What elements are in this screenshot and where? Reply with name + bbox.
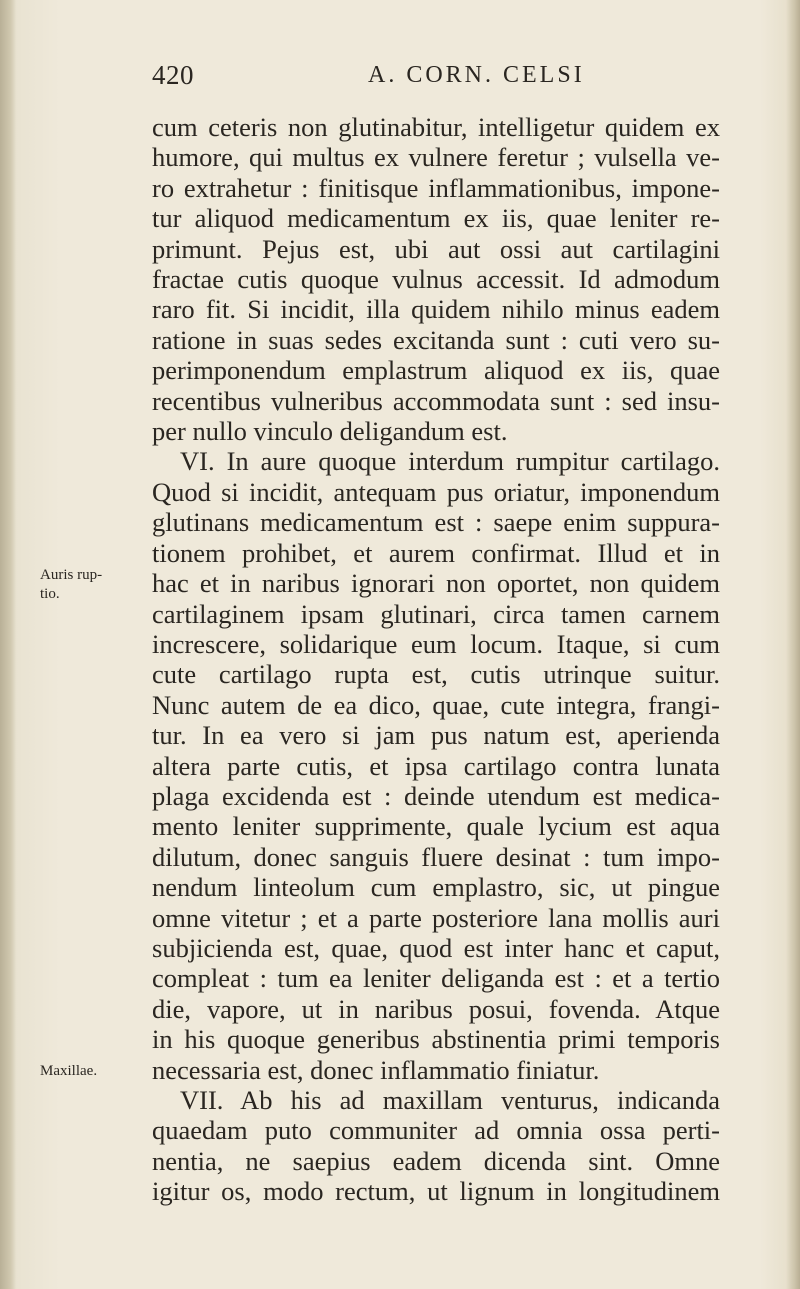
text-line: in his quoque generibus abstinentia primi temporis	[152, 1024, 720, 1055]
text-line: ro extrahetur : finitisque inflammationibus, impone-	[152, 172, 720, 203]
text-line: compleat : tum ea leniter deliganda est : et a tertio	[152, 963, 720, 994]
text-line: nentia, ne saepius eadem dicenda sint. Omne	[152, 1145, 720, 1176]
running-title: A. CORN. CELSI	[368, 62, 585, 88]
text-line: cum ceteris non glutinabitur, intelligetur quidem ex	[152, 112, 720, 142]
text-line: raro fit. Si incidit, illa quidem nihilo minus eadem	[152, 294, 720, 325]
text-line: Quod si incidit, antequam pus oriatur, imponendum	[152, 476, 720, 507]
section-heading-line: VI. In aure quoque interdum rumpitur cartilago.	[180, 446, 720, 477]
text-line: Nunc autem de ea dico, quae, cute integra, frangi-	[152, 689, 720, 720]
margin-note-line: Maxillae.	[40, 1063, 98, 1079]
text-line: altera parte cutis, et ipsa cartilago contra lunata	[152, 750, 720, 781]
text-line: tur. In ea vero si jam pus natum est, aperienda	[152, 720, 720, 751]
text-line: fractae cutis quoque vulnus accessit. Id admodum	[152, 264, 720, 295]
text-line: tionem prohibet, et aurem confirmat. Illud et in	[152, 537, 720, 568]
margin-note-line: Auris rup-	[40, 567, 103, 583]
text-line: subjicienda est, quae, quod est inter hanc et caput,	[152, 932, 720, 963]
binding-shadow	[0, 0, 16, 1289]
text-line: dilutum, donec sanguis fluere desinat : tum impo-	[152, 841, 720, 872]
text-line: primunt. Pejus est, ubi aut ossi aut cartilagini	[152, 233, 720, 264]
text-line: glutinans medicamentum est : saepe enim suppura-	[152, 507, 720, 538]
text-line: increscere, solidarique eum locum. Itaque, si cum	[152, 628, 720, 659]
margin-note-line: tio.	[40, 586, 60, 602]
text-line: plaga excidenda est : deinde utendum est medica-	[152, 780, 720, 811]
text-line: quaedam puto communiter ad omnia ossa perti-	[152, 1115, 720, 1146]
text-line: humore, qui multus ex vulnere feretur ; vulsella ve-	[152, 142, 720, 173]
text-line: hac et in naribus ignorari non oportet, non quidem	[152, 568, 720, 599]
text-line: nendum linteolum cum emplastro, sic, ut pingue	[152, 872, 720, 903]
text-line: tur aliquod medicamentum ex iis, quae leniter re-	[152, 203, 720, 234]
text-line: cartilaginem ipsam glutinari, circa tamen carnem	[152, 598, 720, 629]
text-line: die, vapore, ut in naribus posui, fovenda. Atque	[152, 993, 720, 1024]
page-edge-shadow	[786, 0, 800, 1289]
margin-note-auris-ruptio	[40, 566, 132, 604]
text-line: per nullo vinculo deligandum est.	[152, 416, 508, 447]
page-header	[0, 60, 800, 100]
text-line: ratione in suas sedes excitanda sunt : cuti vero su-	[152, 324, 720, 355]
body-text	[152, 112, 720, 1207]
margin-note-maxillae	[40, 1062, 132, 1081]
text-line: necessaria est, donec inflammatio finiatur.	[152, 1054, 600, 1085]
text-line: recentibus vulneribus accommodata sunt : sed insu-	[152, 385, 720, 416]
text-line: mento leniter supprimente, quale lycium est aqua	[152, 811, 720, 842]
text-line: omne vitetur ; et a parte posteriore lana mollis auri	[152, 902, 720, 933]
text-line: cute cartilago rupta est, cutis utrinque suitur.	[152, 659, 720, 690]
page-number: 420	[152, 60, 194, 90]
text-line: igitur os, modo rectum, ut lignum in longitudinem	[152, 1176, 720, 1207]
section-heading-line: VII. Ab his ad maxillam venturus, indicanda	[180, 1085, 720, 1115]
text-line: perimponendum emplastrum aliquod ex iis, quae	[152, 355, 720, 386]
